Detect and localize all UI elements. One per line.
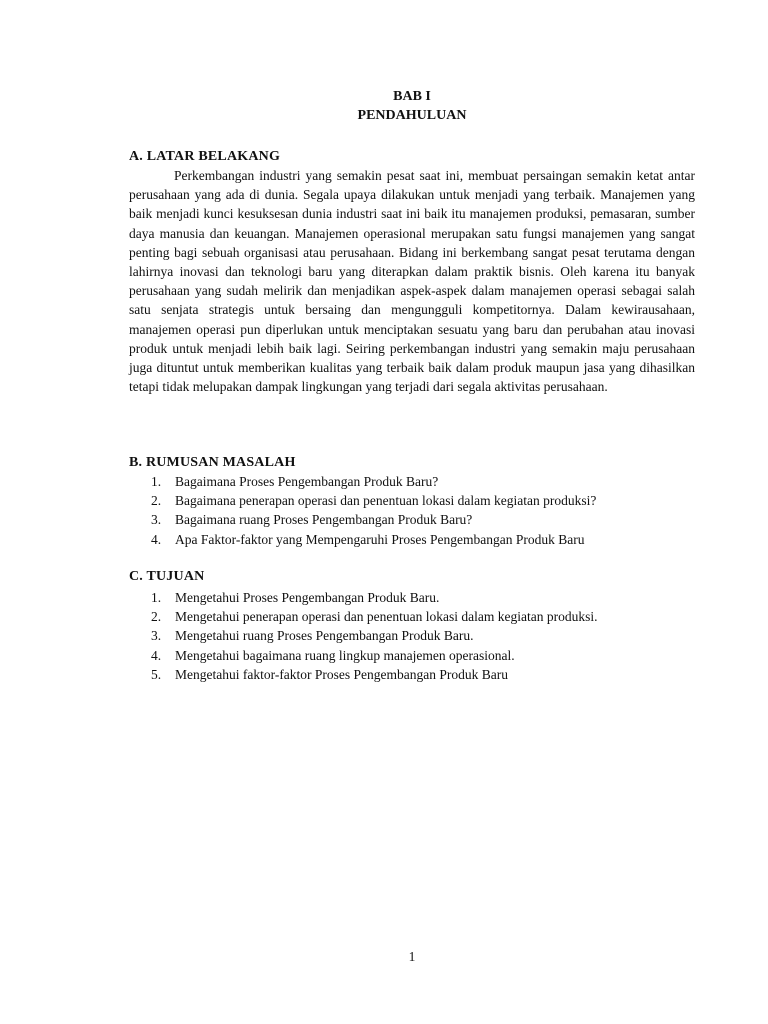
list-item-text: Bagaimana Proses Pengembangan Produk Baru? (175, 474, 439, 489)
list-item-text: Mengetahui faktor-faktor Proses Pengembangan Produk Baru (175, 666, 509, 682)
list-item (129, 646, 695, 665)
latar-belakang-paragraph: Perkembangan industri yang semakin pesat saat ini, membuat persaingan semakin ketat antar perusahaan yang ada di dunia. Segala upaya dilakukan untuk menjadi yang terbaik. Manajemen yang baik menjadi kunci kesuksesan dunia industri saat ini baik itu manajemen produksi, pemasaran, sumber daya manusia dan keuangan. Manajemen operasional merupakan satu fungsi manajemen yang sangat penting bagi sebuah organisasi atau perusahaan. Bidang ini berkembang sangat pesat terutama dengan lahirnya inovasi dan teknologi baru yang diterapkan dalam praktik bisnis. Oleh karena itu banyak perusahaan yang sudah melirik dan menjadikan aspek-aspek dalam manajemen operasi sebagai salah satu senjata strategis untuk bersaing dan mengungguli kompetitornya. Dalam kewirausahaan, manajemen operasi pun diperlukan untuk menciptakan sesuatu yang baru dan perubahan atau inovasi produk untuk menjadi lebih baik lagi. Seiring perkembangan industri yang semakin maju perusahaan juga dituntut untuk memberikan kualitas yang terbaik baik dalam produk maupun jasa yang dihasilkan tetapi tidak melupakan dampak lingkungan yang terjadi dari segala aktivitas perusahaan. (129, 168, 695, 395)
list-item (129, 530, 695, 549)
list-item-text: Bagaimana ruang Proses Pengembangan Produk Baru? (175, 512, 473, 528)
list-item (129, 607, 695, 626)
page-number: 1 (408, 949, 416, 964)
list-item-number: 3. (151, 628, 162, 644)
list-item (129, 665, 695, 684)
list-item-number: 2. (151, 493, 162, 509)
list-item-text: Apa Faktor-faktor yang Mempengaruhi Proses Pengembangan Produk Baru (175, 531, 585, 547)
tujuan-list (129, 588, 695, 684)
chapter-title: PENDAHULUAN (357, 108, 467, 123)
list-item (129, 588, 695, 607)
list-item-number: 5. (151, 666, 162, 682)
list-item-number: 1. (151, 590, 162, 605)
list-item (129, 510, 695, 529)
list-item-text: Bagaimana penerapan operasi dan penentuan lokasi dalam kegiatan produksi? (175, 493, 597, 509)
chapter-label: BAB I (393, 89, 431, 104)
list-item-number: 4. (151, 647, 162, 663)
list-item-text: Mengetahui Proses Pengembangan Produk Baru. (175, 590, 440, 605)
list-item (129, 626, 695, 645)
section-heading-tujuan: C. TUJUAN (129, 569, 205, 584)
list-item-number: 4. (151, 531, 162, 547)
list-item-number: 1. (151, 474, 162, 489)
rumusan-masalah-list (129, 472, 695, 549)
list-item-text: Mengetahui ruang Proses Pengembangan Produk Baru. (175, 628, 474, 644)
list-item-number: 2. (151, 609, 162, 625)
list-item-text: Mengetahui penerapan operasi dan penentuan lokasi dalam kegiatan produksi. (175, 609, 598, 625)
list-item (129, 472, 695, 491)
section-heading-latar-belakang: A. LATAR BELAKANG (129, 149, 281, 164)
list-item-number: 3. (151, 512, 162, 528)
list-item-text: Mengetahui bagaimana ruang lingkup manajemen operasional. (175, 647, 515, 663)
section-heading-rumusan-masalah: B. RUMUSAN MASALAH (129, 455, 296, 470)
list-item (129, 491, 695, 510)
